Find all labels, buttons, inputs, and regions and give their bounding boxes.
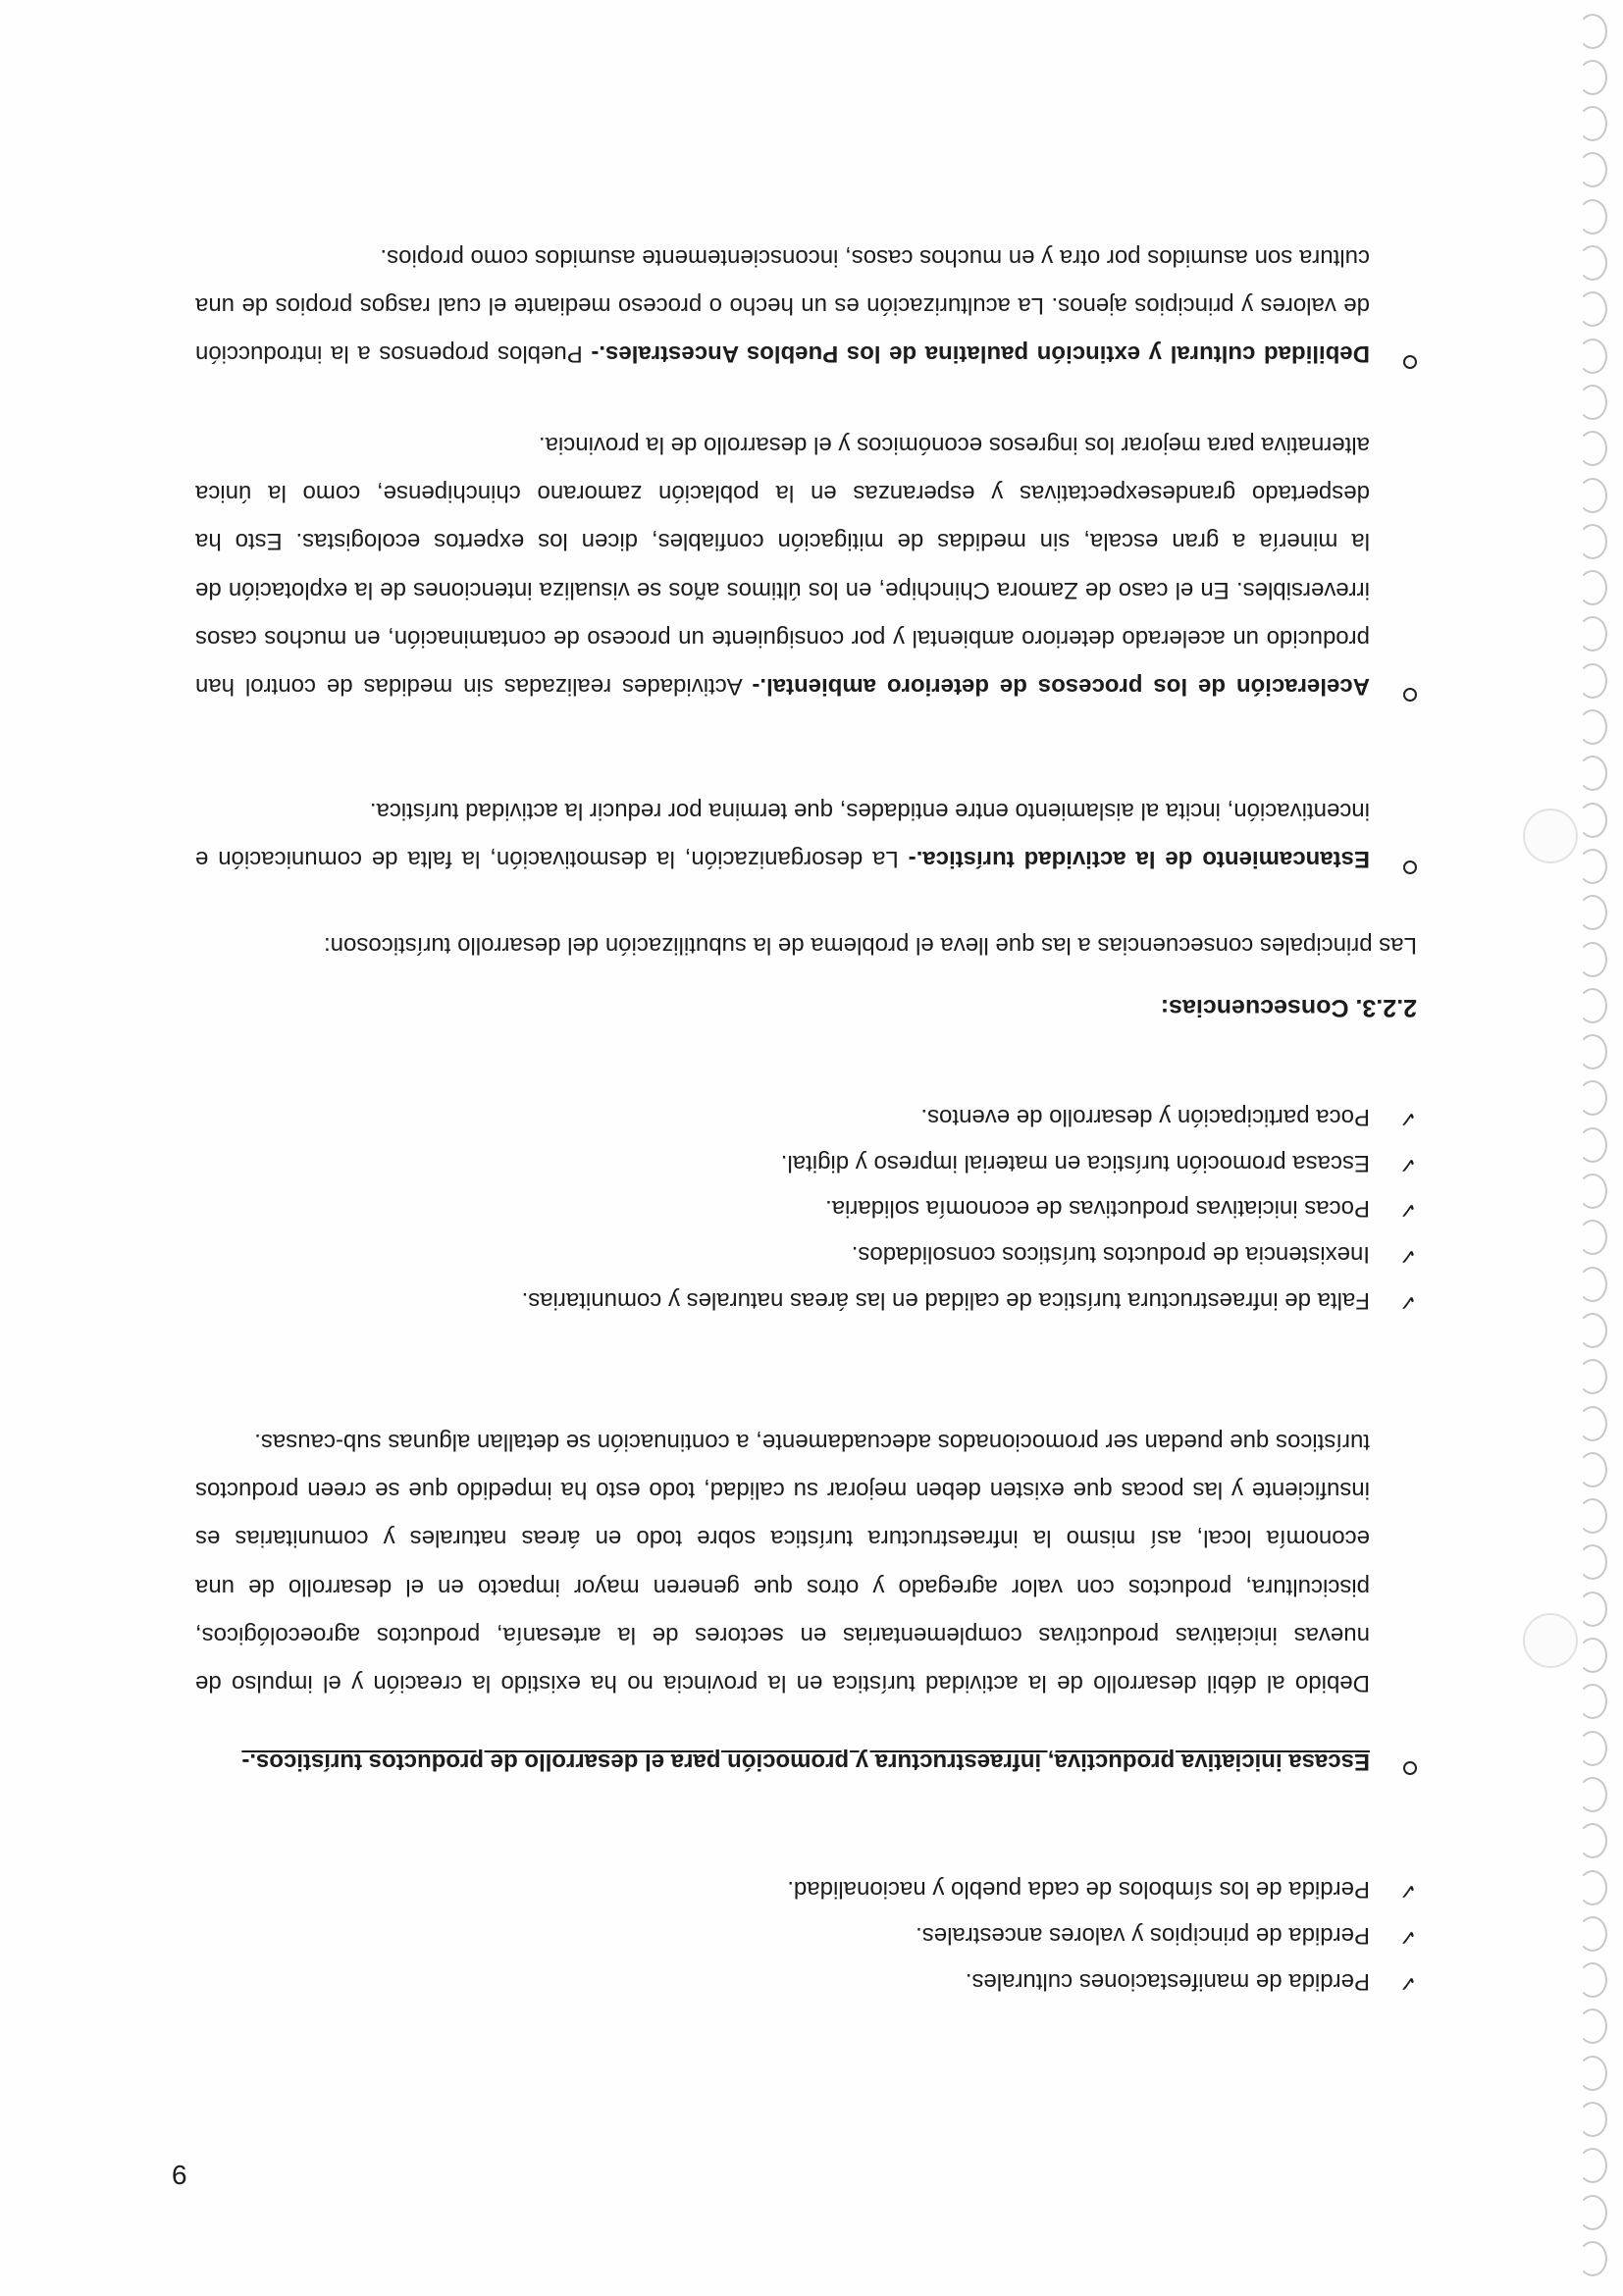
list-item [195,1957,1417,2004]
consequences-intro: Las principales consecuencias a las que lleva el problema de la subutilización del desarrollo turísticoson: [324,932,1417,959]
punch-hole [1523,809,1578,863]
binder-hole [1578,1592,1607,1627]
binder-hole [1578,291,1607,327]
list-item-text: Perdida de manifestaciones culturales. [965,1968,1370,1995]
binder-hole [1578,570,1607,605]
subcauses-list [195,1093,1417,1323]
consequence-heading: Estancamiento de la actividad turística.- [908,846,1370,872]
binder-hole [1578,1638,1607,1673]
list-item [195,1866,1417,1912]
page-number: 9 [172,2160,187,2190]
binder-hole [1578,663,1607,699]
binder-hole [1578,2241,1607,2276]
consequence-body: Actividades realizadas sin medidas de control han producido un acelerado deterioro ambiental y por consiguiente un proceso de contaminación, en muchos casos irreversibles. En el caso de Zamora Chinchipe, en los últimos años se visualiza intenciones de la explotación de la minería a gran escala, sin medidas de mitigación confiables, dicen los expertos ecologistas. Esto ha despertado grandesexpectativas y esperanzas en la población zamorano chinchipense, como la única alternativa para mejorar los ingresos económicos y el desarrollo de la provincia. [195,432,1370,700]
consequence-item [195,421,1417,710]
binder-hole [1578,2148,1607,2183]
binder-hole [1578,1545,1607,1581]
binder-hole [1578,14,1607,49]
list-item-text: Pocas iniciativas productivas de economía solidaria. [825,1195,1370,1223]
binder-hole [1578,1962,1607,1998]
binder-hole [1578,478,1607,513]
binder-hole [1578,895,1607,930]
consequence-item [195,233,1417,378]
binder-hole [1578,942,1607,977]
binder-hole [1578,803,1607,838]
consequence-body: La desorganización, la desmotivación, la falta de comunicación e incentivación, incita al aislamiento entre entidades, que termina por reducir la actividad turística. [195,797,1370,872]
punch-hole [1523,1613,1578,1668]
list-item-text: Inexistencia de productos turísticos consolidados. [851,1241,1370,1269]
binder-hole [1578,1081,1607,1117]
checkmark-icon: ✓ [1398,1879,1417,1905]
binder-hole [1578,1498,1607,1534]
binder-hole [1578,245,1607,281]
list-item [195,1185,1417,1231]
binder-hole [1578,1777,1607,1812]
bullet-icon [1403,688,1417,702]
checkmark-icon: ✓ [1398,1971,1417,1996]
consequence-heading: Debilidad cultural y extinción paulatina de los Pueblos Ancestrales.- [591,340,1370,367]
list-item-text: Perdida de los símbolos de cada pueblo y nacionalidad. [787,1876,1370,1904]
binder-hole [1578,2056,1607,2091]
consequence-heading: Aceleración de los procesos de deterioro ambiental.- [752,673,1370,700]
checkmark-icon: ✓ [1398,1198,1417,1224]
bullet-icon [1403,861,1417,874]
binder-hole [1578,1684,1607,1719]
binder-hole [1578,1916,1607,1952]
binder-hole [1578,988,1607,1023]
binder-hole [1578,1267,1607,1302]
binder-hole [1578,1174,1607,1209]
section-title: 2.2.3. Consecuencias: [1160,994,1417,1021]
checkmark-icon: ✓ [1398,1290,1417,1315]
binder-hole [1578,756,1607,791]
binder-hole [1578,1359,1607,1394]
binder-hole [1578,339,1607,374]
bullet-icon [1403,1761,1417,1775]
consequence-body: Pueblos propensos a la introducción de valores y principios ajenos. La aculturización es un hecho o proceso mediante el cual rasgos propios de una cultura son asumidos por otra y en muchos casos, inconscientemente asumidos como propios. [195,243,1370,367]
checkmark-icon: ✓ [1398,1925,1417,1951]
binder-hole [1578,1034,1607,1070]
binder-hole [1578,106,1607,141]
list-item [195,1911,1417,1957]
binder-hole [1578,1406,1607,1441]
list-item-text: Escasa promoción turística en material impreso y digital. [780,1149,1370,1176]
consequence-item [195,787,1417,883]
binder-hole [1578,1127,1607,1163]
binder-hole [1578,709,1607,745]
losses-list [195,1866,1417,2004]
checkmark-icon: ✓ [1398,1152,1417,1177]
binder-hole [1578,199,1607,235]
list-item-text: Perdida de principios y valores ancestrales. [916,1922,1370,1950]
binder-hole [1578,153,1607,188]
binder-hole [1578,2009,1607,2045]
binder-hole [1578,2102,1607,2137]
list-item [195,1093,1417,1139]
binder-holes [1554,0,1623,2296]
list-item [195,1139,1417,1185]
bullet-icon [1403,355,1417,369]
binder-hole [1578,1823,1607,1858]
section-a-body: Debido al débil desarrollo de la actividad turística en la provincia no ha existido la creación y el impulso de nuevas iniciativas productivas complementarias en sectores de la artesanía, productos agroecológicos, piscicultura, productos con valor agregado y otros que generen mayor impacto en el desarrollo de una economía local, así mismo la infraestructura turística sobre todo en áreas naturales y comunitarias es insuficiente y las pocas que existen deben mejorar su calidad, todo esto ha impedido que se creen productos turísticos que puedan ser promocionados adecuadamente, a continuación se detallan algunas sub-causas. [195,1429,1370,1696]
checkmark-icon: ✓ [1398,1106,1417,1131]
list-item-text: Poca participación y desarrollo de eventos. [920,1103,1370,1130]
section-a [195,1739,1417,1784]
binder-hole [1578,849,1607,884]
binder-hole [1578,385,1607,420]
list-item [195,1277,1417,1323]
binder-hole [1578,1220,1607,1255]
binder-hole [1578,1731,1607,1766]
binder-hole [1578,1452,1607,1487]
checkmark-icon: ✓ [1398,1244,1417,1270]
binder-hole [1578,2195,1607,2230]
binder-hole [1578,524,1607,559]
section-a-heading: Escasa iniciativa productiva, infraestructura y promoción para el desarrollo de productos turísticos.- [241,1748,1370,1775]
list-item-text: Falta de infraestructura turística de calidad en las áreas naturales y comunitarias. [521,1287,1370,1314]
binder-hole [1578,431,1607,466]
binder-hole [1578,60,1607,95]
list-item [195,1230,1417,1277]
binder-hole [1578,1313,1607,1348]
binder-hole [1578,617,1607,652]
binder-hole [1578,1870,1607,1905]
